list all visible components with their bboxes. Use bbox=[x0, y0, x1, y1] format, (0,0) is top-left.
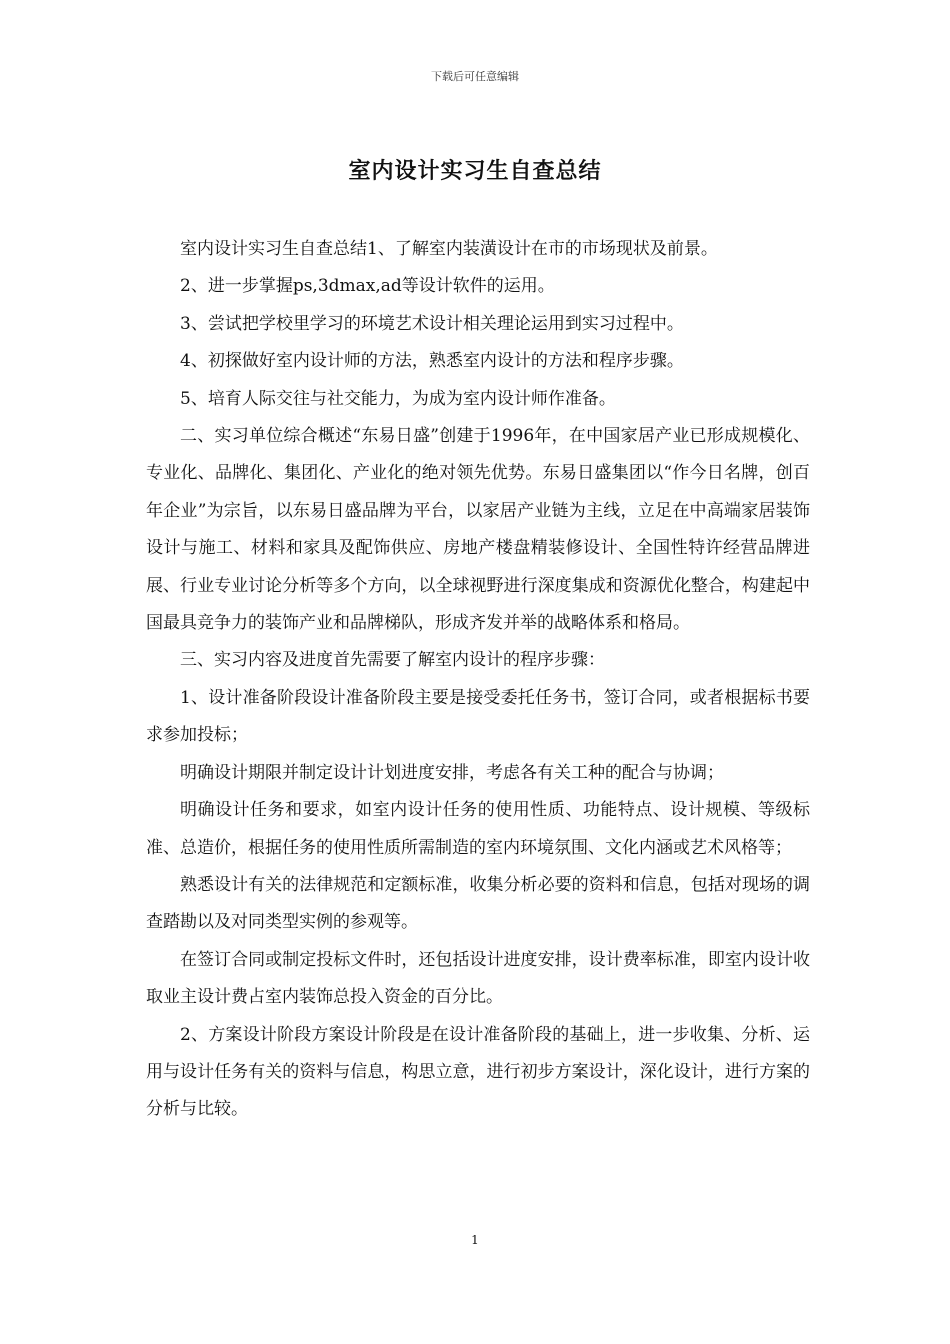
paragraph: 室内设计实习生自查总结1、了解室内装潢设计在市的市场现状及前景。 bbox=[180, 239, 718, 259]
paragraph: 明确设计任务和要求，如室内设计任务的使用性质、功能特点、设计规模、等级标准、总造价，根据任务的使用性质所需制造的室内环境氛围、文化内涵或艺术风格等； bbox=[146, 800, 810, 858]
paragraph: 明确设计期限并制定设计计划进度安排，考虑各有关工种的配合与协调； bbox=[180, 762, 724, 783]
paragraph: 5、培育人际交往与社交能力，为成为室内设计师作准备。 bbox=[180, 388, 616, 409]
paragraph: 2、进一步掌握ps,3dmax,ad等设计软件的运用。 bbox=[180, 276, 555, 297]
page-number: 1 bbox=[471, 1233, 479, 1247]
header-note: 下载后可任意编辑 bbox=[431, 70, 519, 83]
paragraph: 4、初探做好室内设计师的方法，熟悉室内设计的方法和程序步骤。 bbox=[180, 351, 684, 372]
document-title: 室内设计实习生自查总结 bbox=[348, 159, 602, 184]
document-body bbox=[146, 231, 810, 1129]
paragraph: 1、设计准备阶段设计准备阶段主要是接受委托任务书，签订合同，或者根据标书要求参加投标； bbox=[146, 687, 810, 746]
paragraph: 二、实习单位综合概述“东易日盛”创建于1996年，在中国家居产业已形成规模化、专业化、品牌化、集团化、产业化的绝对领先优势。东易日盛集团以“作今日名牌，创百年企业”为宗旨，以东易日盛品牌为平台，以家居产业链为主线，立足在中高端家居装饰设计与施工、材料和家具及配饰供应、房地产楼盘精装修设计、全国性特许经营品牌进展、行业专业讨论分析等多个方向，以全球视野进行深度集成和资源优化整合，构建起中国最具竞争力的装饰产业和品牌梯队，形成齐发并举的战略体系和格局。 bbox=[146, 426, 810, 634]
paragraph: 2、方案设计阶段方案设计阶段是在设计准备阶段的基础上，进一步收集、分析、运用与设计任务有关的资料与信息，构思立意，进行初步方案设计，深化设计，进行方案的分析与比较。 bbox=[146, 1024, 810, 1120]
paragraph: 三、实习内容及进度首先需要了解室内设计的程序步骤： bbox=[180, 650, 605, 671]
paragraph: 在签订合同或制定投标文件时，还包括设计进度安排，设计费率标准，即室内设计收取业主设计费占室内装饰总投入资金的百分比。 bbox=[146, 949, 810, 1008]
paragraph: 熟悉设计有关的法律规范和定额标准，收集分析必要的资料和信息，包括对现场的调查踏勘以及对同类型实例的参观等。 bbox=[146, 874, 810, 933]
paragraph: 3、尝试把学校里学习的环境艺术设计相关理论运用到实习过程中。 bbox=[180, 313, 684, 334]
